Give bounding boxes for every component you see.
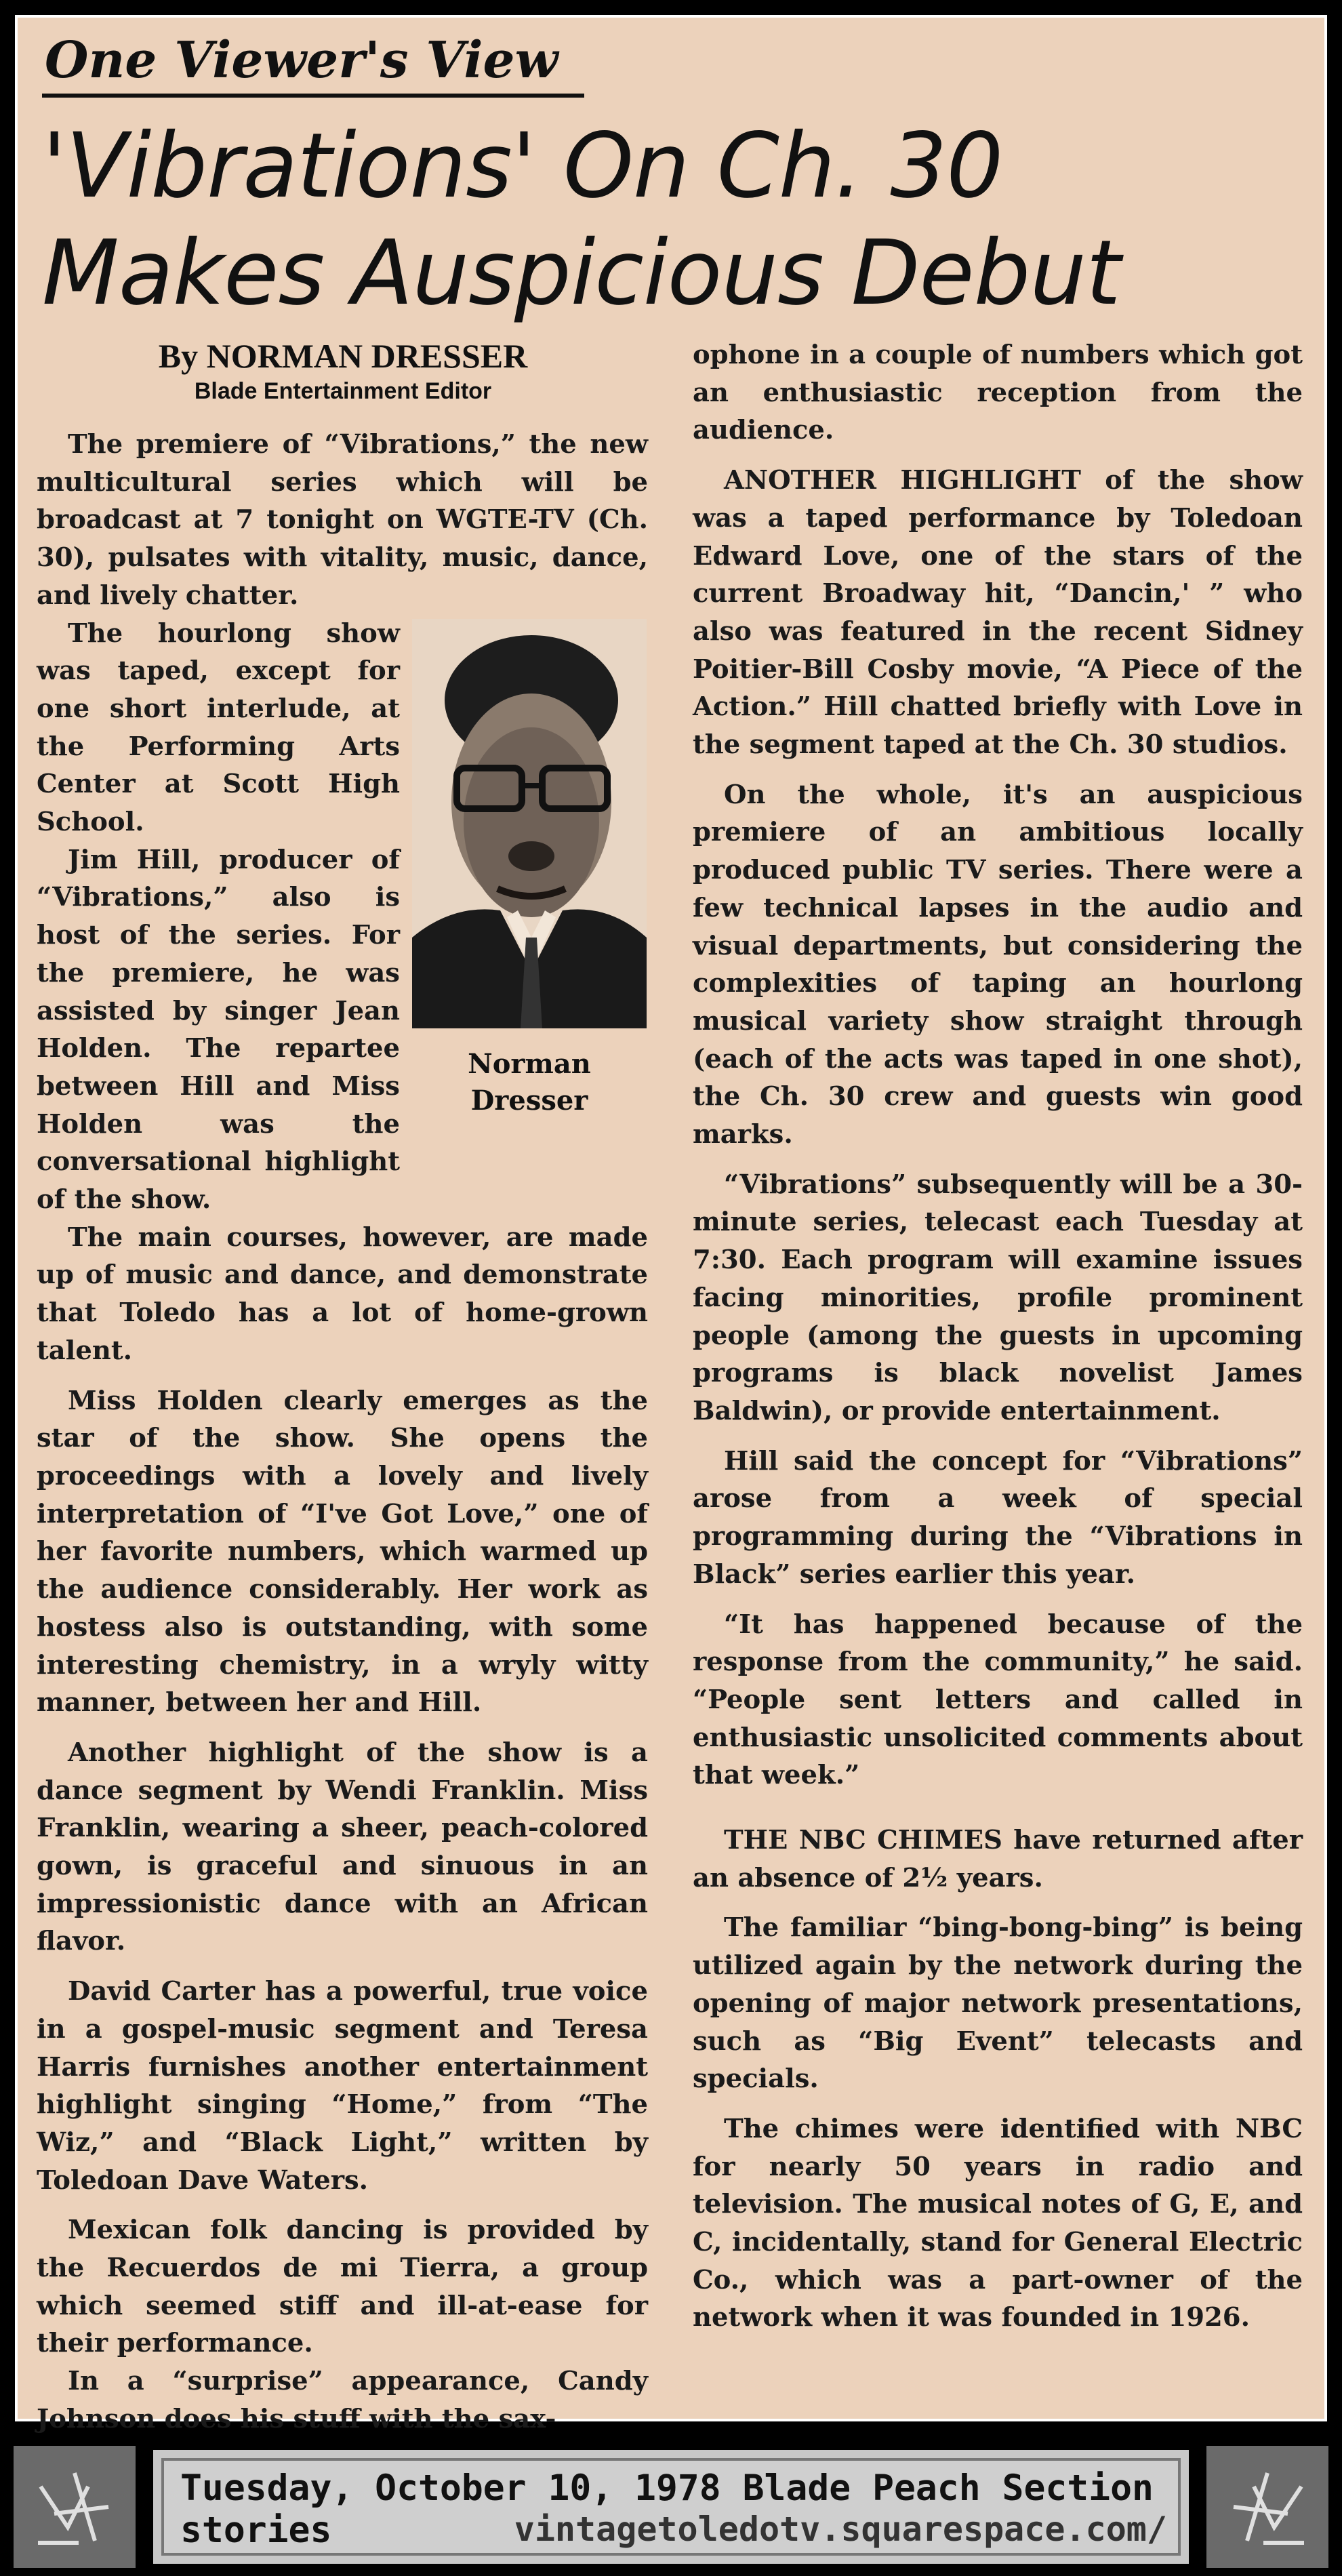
paragraph: The hourlong show was taped, except for one short interlude, at the Performing Arts Center at Scott High School. — [37, 618, 400, 838]
author-photo — [412, 619, 647, 1028]
logo-tile-right — [1206, 2446, 1328, 2568]
author-photo-box — [411, 615, 648, 1144]
article-column-2 — [693, 336, 1303, 2337]
paragraph: Miss Holden clearly emerges as the star of the show. She opens the proceedings with a lovely and lively interpretation of “I've Got Love,” one of her favorite numbers, which warmed up the audience considerably. Her work as hostess also is outstanding, with some interesting chemistry, in a wryly witty manner, between her and Hill. — [37, 1385, 648, 1718]
paragraph: ophone in a couple of numbers which got an enthusiastic reception from the audience. — [693, 340, 1303, 446]
header-rule — [42, 94, 584, 98]
newspaper-clipping — [15, 15, 1327, 2434]
broadcast-logo-icon — [1206, 2446, 1328, 2568]
article-column-1 — [37, 426, 648, 2438]
paragraph: The familiar “bing-bong-bing” is being utilized again by the network during the opening of major network presentations, such as “Big Event” telecasts and specials. — [693, 1912, 1303, 2095]
paragraph: Another highlight of the show is a dance segment by Wendi Franklin. Miss Franklin, wearing a sheer, peach-colored gown, is graceful and sinuous in an impressionistic dance with an African flavor. — [37, 1737, 648, 1957]
portrait-illustration — [412, 619, 647, 1028]
paragraph: Mexican folk dancing is provided by the Recuerdos de mi Tierra, a group which seemed stiff and ill-at-ease for their performance. — [37, 2215, 648, 2359]
headline-line-1: 'Vibrations' On Ch. 30 — [42, 114, 1003, 218]
headline — [42, 113, 1316, 327]
byline-name: By NORMAN DRESSER — [158, 337, 528, 375]
paragraph: ANOTHER HIGHLIGHT of the show was a taped performance by Toledoan Edward Love, one of the stars of the current Broadway hit, “Dancin,' ” who also was featured in the recent Sidney Poitier-Bill Cosby movie, “A Piece of the Action.” Hill chatted briefly with Love in the segment taped at the Ch. 30 studios. — [693, 465, 1303, 761]
paragraph: Jim Hill, producer of “Vibrations,” also is host of the series. For the premiere, he was assisted by singer Jean Holden. The repartee between Hill and Miss Holden was the conversational highlight of the show. — [37, 844, 400, 1215]
paragraph: The main courses, however, are made up of music and dance, and demonstrate that Toledo has a lot of home-grown talent. — [37, 1222, 648, 1366]
photo-caption — [411, 1046, 648, 1119]
paragraph: The premiere of “Vibrations,” the new multicultural series which will be broadcast at 7 tonight on WGTE-TV (Ch. 30), pulsates with vitality, music, dance, and lively chatter. — [37, 429, 648, 611]
source-banner — [149, 2446, 1193, 2568]
paragraph: “It has happened because of the response from the community,” he said. “People sent letters and called in enthusiastic unsolicited comments about that week.” — [693, 1609, 1303, 1791]
paragraph: David Carter has a powerful, true voice in a gospel-music segment and Teresa Harris furnishes another entertainment highlight singing “Home,” from “The Wiz,” and “Black Light,” written by Toledoan Dave Waters. — [37, 1976, 648, 2196]
caption-line-2: Dresser — [470, 1084, 588, 1116]
paragraph: “Vibrations” subsequently will be a 30-minute series, telecast each Tuesday at 7:30. Each program will examine issues facing minorities, profile prominent people (among the guests in upcoming programs is black novelist James Baldwin), or provide entertainment. — [693, 1169, 1303, 1426]
banner-frame — [161, 2458, 1181, 2556]
banner-date-line: Tuesday, October 10, 1978 Blade Peach Section — [180, 2468, 1154, 2509]
logo-tile-left — [14, 2446, 136, 2568]
column-header: One Viewer's View — [45, 31, 558, 89]
byline-title: Blade Entertainment Editor — [194, 378, 492, 404]
headline-line-2: Makes Auspicious Debut — [42, 221, 1120, 325]
paragraph: THE NBC CHIMES have returned after an absence of 2½ years. — [693, 1825, 1303, 1893]
banner-stories-label: stories — [180, 2510, 332, 2551]
broadcast-logo-icon — [14, 2446, 136, 2568]
paragraph: In a “surprise” appearance, Candy Johnson does his stuff with the sax- — [37, 2366, 648, 2434]
paragraph: On the whole, it's an auspicious premiere of an ambitious locally produced public TV series. There were a few technical lapses in the audio and visual departments, but considering the complexities of taping an hourlong musical variety show straight through (each of the acts was taped in one shot), the Ch. 30 crew and guests win good marks. — [693, 779, 1303, 1150]
caption-line-1: Norman — [468, 1047, 591, 1080]
paragraph: The chimes were identified with NBC for nearly 50 years in radio and television. The musical notes of G, E, and C, incidentally, stand for General Electric Co., which was a part-owner of the network when it was founded in 1926. — [693, 2113, 1303, 2333]
banner-website-link[interactable]: vintagetoledotv.squarespace.com/ — [514, 2510, 1167, 2549]
paragraph: Hill said the concept for “Vibrations” arose from a week of special programming during the “Vibrations in Black” series earlier this year. — [693, 1445, 1303, 1590]
